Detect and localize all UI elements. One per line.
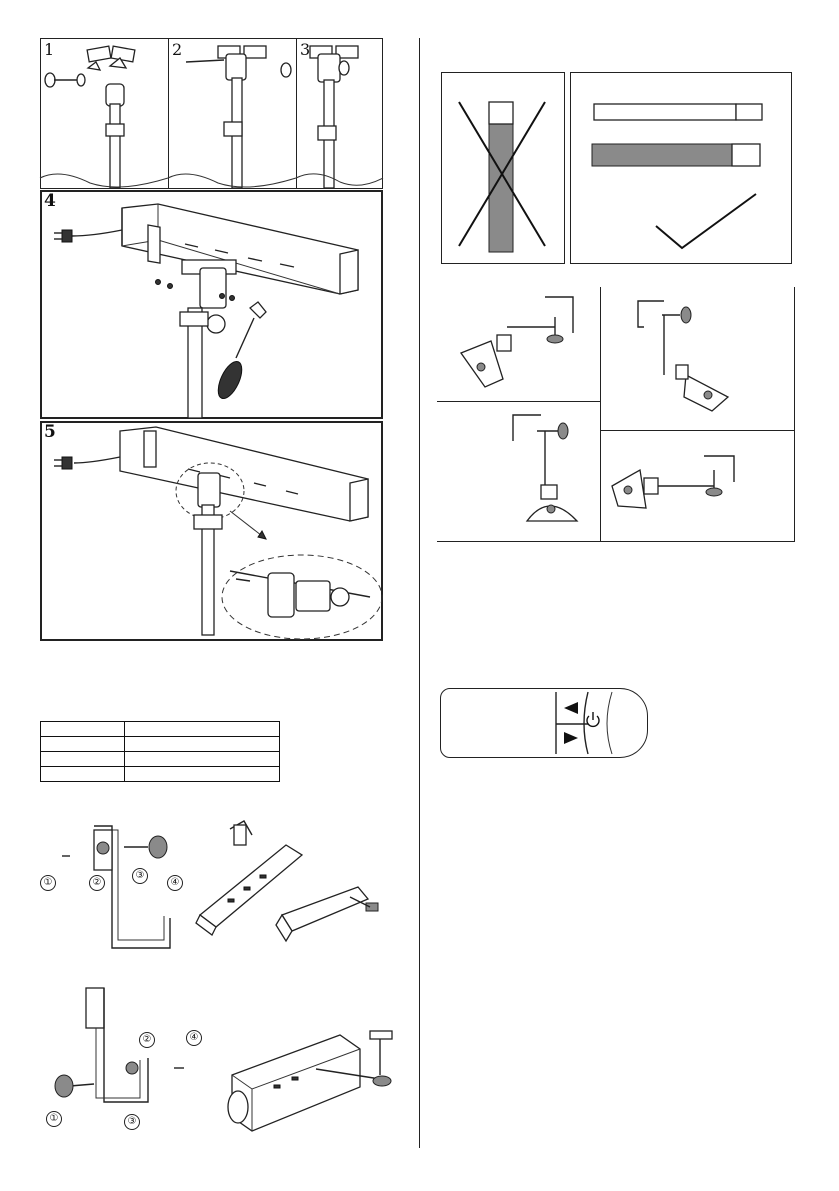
column-divider: [419, 38, 420, 1148]
orientation-wrong-illustration: [441, 72, 565, 264]
mounting-angle-4: [600, 430, 795, 542]
step-2-illustration: [168, 38, 296, 189]
table-row: [41, 752, 280, 767]
arrow-down-icon[interactable]: [564, 732, 578, 744]
part-4-callout-bottom: ④: [186, 1030, 202, 1046]
table-row: [41, 722, 280, 737]
part-4-callout: ④: [167, 875, 183, 891]
table-cell: [41, 767, 125, 782]
part-3-callout-bottom: ③: [124, 1114, 140, 1130]
part-3-callout: ③: [132, 868, 148, 884]
table-cell: [41, 722, 125, 737]
part-2-callout-bottom: ②: [139, 1032, 155, 1048]
mounting-angle-1: [437, 287, 600, 401]
table-cell: [41, 737, 125, 752]
step-3-illustration: [296, 38, 383, 189]
step-3-number: 3: [300, 40, 311, 59]
table-cell: [125, 722, 280, 737]
step-4-illustration: [40, 190, 383, 419]
wall-bracket-exploded-bottom: [40, 980, 210, 1120]
table-cell: [125, 767, 280, 782]
part-1-callout: ①: [40, 875, 56, 891]
heater-wall-mount-views: [190, 815, 390, 950]
power-icon[interactable]: [587, 712, 599, 726]
heater-ceiling-mount-view: [220, 1015, 400, 1150]
mounting-angle-3: [437, 401, 600, 542]
step-1-illustration: [40, 38, 168, 189]
table-cell: [41, 752, 125, 767]
table-cell: [125, 752, 280, 767]
orientation-correct-illustration: [570, 72, 792, 264]
mounting-angle-2: [600, 287, 795, 430]
table-row: [41, 737, 280, 752]
table-cell: [125, 737, 280, 752]
part-2-callout: ②: [89, 875, 105, 891]
control-panel-buttons: [440, 688, 648, 758]
arrow-up-icon[interactable]: [564, 702, 578, 714]
step-1-number: 1: [44, 40, 55, 59]
part-1-callout-bottom: ①: [46, 1111, 62, 1127]
step-2-number: 2: [172, 40, 183, 59]
table-row: [41, 767, 280, 782]
spec-table: [40, 721, 280, 782]
step-4-number: 4: [44, 191, 56, 211]
step-5-illustration: [40, 421, 383, 641]
step-5-number: 5: [44, 422, 56, 442]
check-mark-icon: [656, 194, 756, 248]
